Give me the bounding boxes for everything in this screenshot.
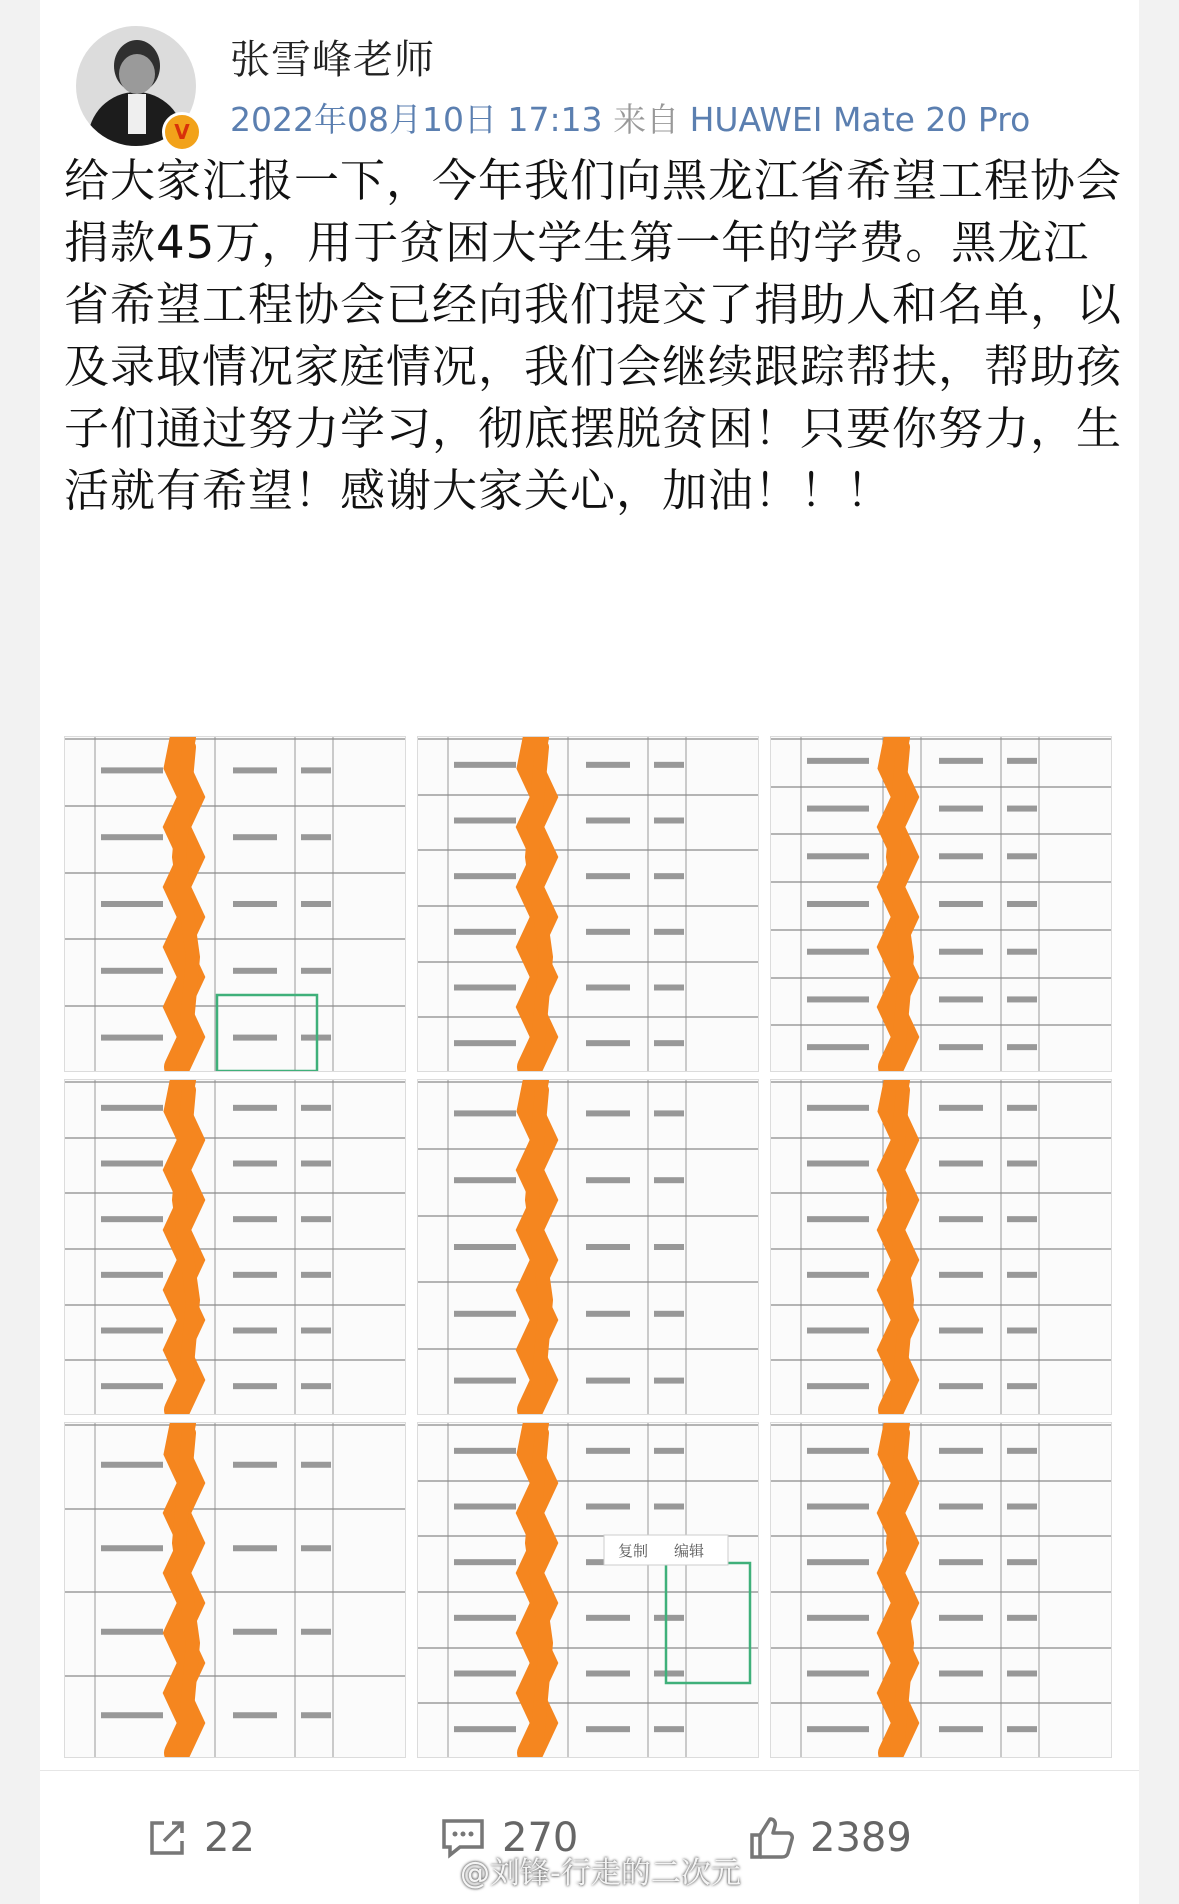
image-grid <box>64 736 1110 1756</box>
context-menu-edit: 编辑 <box>674 1542 705 1560</box>
post-timestamp: 2022年08月10日 17:13 <box>230 100 603 139</box>
share-count: 22 <box>204 1815 255 1861</box>
author-name[interactable]: 张雪峰老师 <box>230 37 435 83</box>
comment-count: 270 <box>502 1815 579 1861</box>
like-button[interactable] <box>746 1811 912 1865</box>
post-image-2[interactable] <box>417 736 759 1072</box>
post-image-4[interactable] <box>64 1079 406 1415</box>
watermark: @刘锋-行走的二次元 <box>460 1856 741 1891</box>
post-image-1[interactable] <box>64 736 406 1072</box>
post-text: 给大家汇报一下，今年我们向黑龙江省希望工程协会捐款45万，用于贫困大学生第一年的学费。黑龙江省希望工程协会已经向我们提交了捐助人和名单，以及录取情况家庭情况，我们会继续跟踪帮扶，帮助孩子们通过努力学习，彻底摆脱贫困！只要你努力，生活就有希望！感谢大家关心，加油！！！ <box>64 154 1123 517</box>
post-image-6[interactable] <box>770 1079 1112 1415</box>
share-icon <box>144 1815 190 1861</box>
post-image-9[interactable] <box>770 1422 1112 1758</box>
context-menu-copy: 复制 <box>618 1542 649 1560</box>
thumbs-up-icon <box>746 1813 796 1863</box>
verified-badge-icon: V <box>162 112 202 152</box>
share-button[interactable] <box>144 1811 255 1865</box>
weibo-post-card <box>40 0 1139 1904</box>
post-image-7[interactable] <box>64 1422 406 1758</box>
source-prefix: 来自 <box>613 100 680 139</box>
like-count: 2389 <box>810 1815 912 1861</box>
post-image-5[interactable] <box>417 1079 759 1415</box>
post-image-8[interactable] <box>417 1422 759 1758</box>
author-avatar[interactable] <box>76 26 196 146</box>
post-device[interactable]: HUAWEI Mate 20 Pro <box>689 100 1031 139</box>
post-meta <box>230 94 1030 141</box>
post-image-3[interactable] <box>770 736 1112 1072</box>
